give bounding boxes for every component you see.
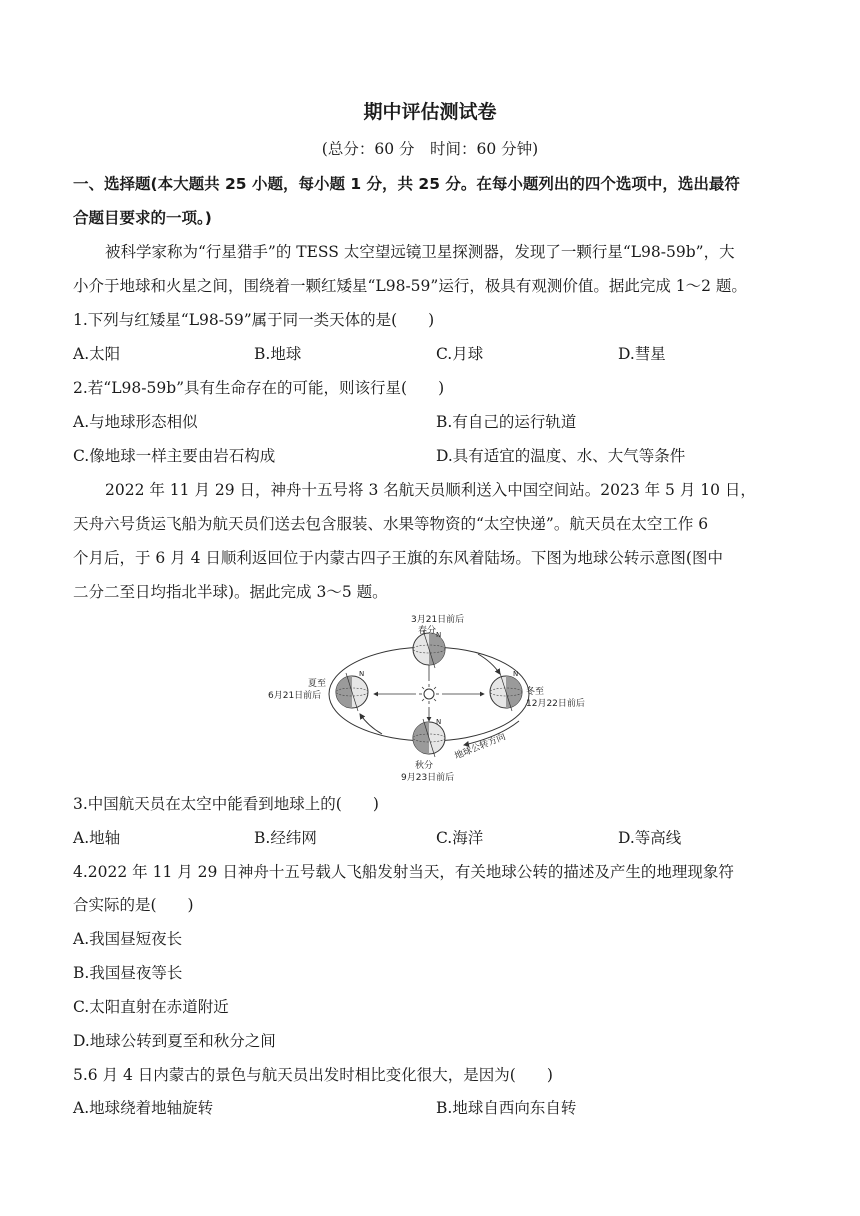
option-b: B.经纬网 — [254, 829, 317, 847]
option-a: A.太阳 — [73, 345, 121, 363]
option-b: B.地球 — [254, 345, 302, 363]
autumn-label: 秋分 — [415, 761, 434, 771]
sun-icon — [419, 684, 439, 704]
sun-ray-arrows — [374, 659, 484, 721]
option-d: D.等高线 — [618, 829, 682, 847]
earth-revolution-diagram — [264, 604, 604, 784]
exam-info: (总分：60 分 时间：60 分钟) — [321, 140, 539, 158]
north-marker-autumn: N — [436, 718, 442, 726]
summer-date-label: 6月21日前后 — [268, 691, 322, 701]
question-4-option-a: A.我国昼短夜长 — [73, 930, 183, 948]
question-4-option-c: C.太阳直射在赤道附近 — [73, 998, 229, 1016]
north-marker-spring: N — [436, 631, 442, 639]
revolution-direction-label: 地球公转方向 — [453, 732, 508, 762]
option-c: C.像地球一样主要由岩石构成 — [73, 447, 276, 465]
spring-label: 春分 — [418, 626, 437, 636]
question-5-stem: 5.6 月 4 日内蒙古的景色与航天员出发时相比变化很大，是因为( ) — [73, 1066, 553, 1084]
question-4-stem: 4.2022 年 11 月 29 日神舟十五号载人飞船发射当天，有关地球公转的描述及产生的地理现象符 — [73, 863, 734, 881]
question-2-options-row1 — [73, 410, 793, 434]
question-4-option-b: B.我国昼夜等长 — [73, 964, 183, 982]
earth-summer — [336, 673, 368, 711]
question-1-options — [73, 342, 793, 366]
passage-2-line: 天舟六号货运飞船为航天员们送去包含服装、水果等物资的“太空快递”。航天员在太空工作 6 — [73, 515, 709, 533]
option-d: D.彗星 — [618, 345, 666, 363]
earth-winter — [490, 673, 522, 711]
summer-label: 夏至 — [308, 679, 327, 689]
option-b: B.地球自西向东自转 — [436, 1099, 577, 1117]
option-b: B.有自己的运行轨道 — [436, 413, 577, 431]
option-d: D.具有适宜的温度、水、大气等条件 — [436, 447, 686, 465]
passage-2-line: 个月后，于 6 月 4 日顺利返回位于内蒙古四子王旗的东风着陆场。下图为地球公转示意图(图中 — [73, 549, 723, 567]
section-heading: 一、选择题(本大题共 25 小题，每小题 1 分，共 25 分。在每小题列出的四个选项中，选出最符 — [73, 175, 740, 193]
question-2-options-row2 — [73, 444, 793, 468]
option-a: A.与地球形态相似 — [73, 413, 198, 431]
page-title: 期中评估测试卷 — [363, 101, 497, 123]
winter-date-label: 12月22日前后 — [526, 699, 585, 709]
question-3-options — [73, 826, 793, 850]
question-1-stem: 1.下列与红矮星“L98-59”属于同一类天体的是( ) — [73, 311, 435, 329]
question-3-stem: 3.中国航天员在太空中能看到地球上的( ) — [73, 795, 379, 813]
option-c: C.海洋 — [436, 829, 484, 847]
section-heading-cont: 合题目要求的一项。) — [73, 209, 212, 227]
question-5-options — [73, 1096, 793, 1120]
spring-date-label: 3月21日前后 — [411, 615, 465, 625]
passage-1-line: 小介于地球和火星之间，围绕着一颗红矮星“L98-59”运行，极具有观测价值。据此完成 1～2 题。 — [73, 277, 747, 295]
question-2-stem: 2.若“L98-59b”具有生命存在的可能，则该行星( ) — [73, 379, 445, 397]
north-marker-summer: N — [359, 670, 365, 678]
winter-label: 冬至 — [526, 687, 545, 697]
passage-1-line: 被科学家称为“行星猎手”的 TESS 太空望远镜卫星探测器，发现了一颗行星“L98-59b”，大 — [105, 243, 735, 261]
passage-2-line: 二分二至日均指北半球)。据此完成 3～5 题。 — [73, 583, 388, 601]
question-4-stem-cont: 合实际的是( ) — [73, 896, 194, 914]
option-a: A.地球绕着地轴旋转 — [73, 1099, 214, 1117]
option-a: A.地轴 — [73, 829, 121, 847]
passage-2-line: 2022 年 11 月 29 日，神舟十五号将 3 名航天员顺利送入中国空间站。2023 年 5 月 10 日， — [105, 481, 756, 499]
north-marker-winter: N — [513, 670, 519, 678]
question-4-option-d: D.地球公转到夏至和秋分之间 — [73, 1032, 276, 1050]
option-c: C.月球 — [436, 345, 484, 363]
autumn-date-label: 9月23日前后 — [401, 773, 455, 783]
